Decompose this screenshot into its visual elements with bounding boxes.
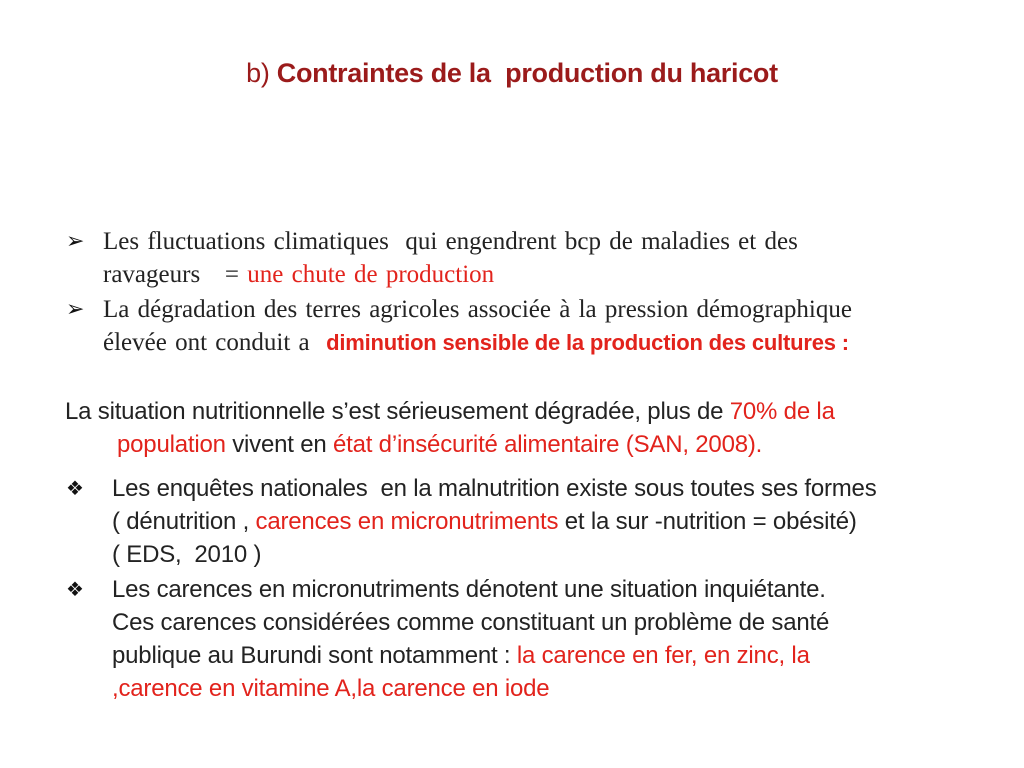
text-segment-red: diminution sensible de la production des cultures : bbox=[326, 330, 849, 355]
bullet-enquetes-nationales-lines bbox=[0, 472, 1024, 571]
text-segment-black: vivent en bbox=[225, 431, 333, 458]
text-segment-black: La situation nutritionnelle s’est sérieusement dégradée, plus de bbox=[65, 398, 730, 425]
slide-body bbox=[0, 225, 1024, 705]
text-segment-black: ( EDS, 2010 ) bbox=[112, 541, 262, 568]
text-line bbox=[112, 538, 1004, 571]
text-line bbox=[103, 293, 994, 326]
slide-title-text: Contraintes de la production du haricot bbox=[276, 58, 778, 88]
text-segment-black: Les enquêtes nationales en la malnutrition existe sous toutes ses formes bbox=[112, 475, 877, 502]
text-segment-black: Les fluctuations climatiques qui engendrent bcp de maladies et des bbox=[103, 228, 798, 255]
diamond-bullet-icon: ❖ bbox=[66, 478, 84, 500]
text-segment-black: et la sur -nutrition = obésité) bbox=[558, 508, 857, 535]
text-line bbox=[112, 672, 1004, 705]
text-line bbox=[103, 258, 994, 291]
text-segment-black: Ces carences considérées comme constituant un problème de santé bbox=[112, 609, 830, 636]
bullet-degradation-terres-lines bbox=[0, 293, 1024, 359]
text-segment-black: Les carences en micronutriments dénotent une situation inquiétante. bbox=[112, 576, 826, 603]
text-segment-red: une chute de production bbox=[247, 261, 495, 288]
text-segment-red: état d’insécurité alimentaire (SAN, 2008). bbox=[332, 431, 763, 458]
arrow-bullet-icon: ➢ bbox=[66, 228, 85, 253]
arrow-bullet-icon: ➢ bbox=[66, 296, 85, 321]
text-line bbox=[65, 428, 994, 461]
text-segment-black: ( dénutrition , bbox=[112, 508, 256, 535]
paragraph-situation-nutritionnelle-lines bbox=[0, 395, 1024, 461]
bullet-fluctuations-climatiques bbox=[0, 225, 1024, 291]
bullet-enquetes-nationales bbox=[0, 472, 1024, 571]
bullet-carences-micronutriments bbox=[0, 573, 1024, 705]
text-segment-red: 70% de la bbox=[729, 398, 835, 425]
paragraph-situation-nutritionnelle bbox=[0, 395, 1024, 461]
text-line bbox=[103, 326, 994, 359]
slide-title bbox=[0, 55, 1024, 91]
text-segment-red: la carence en fer, en zinc, la bbox=[516, 642, 810, 669]
text-segment-black: publique au Burundi sont notamment : bbox=[112, 642, 517, 669]
bullet-fluctuations-climatiques-lines bbox=[0, 225, 1024, 291]
text-line bbox=[65, 395, 994, 428]
text-line bbox=[103, 225, 994, 258]
slide-title-prefix: b) bbox=[246, 58, 277, 88]
text-line bbox=[112, 505, 1004, 538]
diamond-bullet-icon: ❖ bbox=[66, 579, 84, 601]
text-line bbox=[112, 573, 1004, 606]
text-segment-black: La dégradation des terres agricoles associée à la pression démographique bbox=[103, 296, 852, 323]
text-line bbox=[112, 606, 1004, 639]
text-segment-red: carences en micronutriments bbox=[255, 508, 559, 535]
text-segment-black: élevée ont conduit a bbox=[103, 329, 327, 356]
text-line bbox=[112, 472, 1004, 505]
text-segment-black: ravageurs = bbox=[103, 261, 248, 288]
text-line bbox=[112, 639, 1004, 672]
bullet-carences-micronutriments-lines bbox=[0, 573, 1024, 705]
text-segment-red: ,carence en vitamine A,la carence en iode bbox=[112, 675, 550, 702]
text-segment-red: population bbox=[117, 431, 226, 458]
bullet-degradation-terres bbox=[0, 293, 1024, 359]
